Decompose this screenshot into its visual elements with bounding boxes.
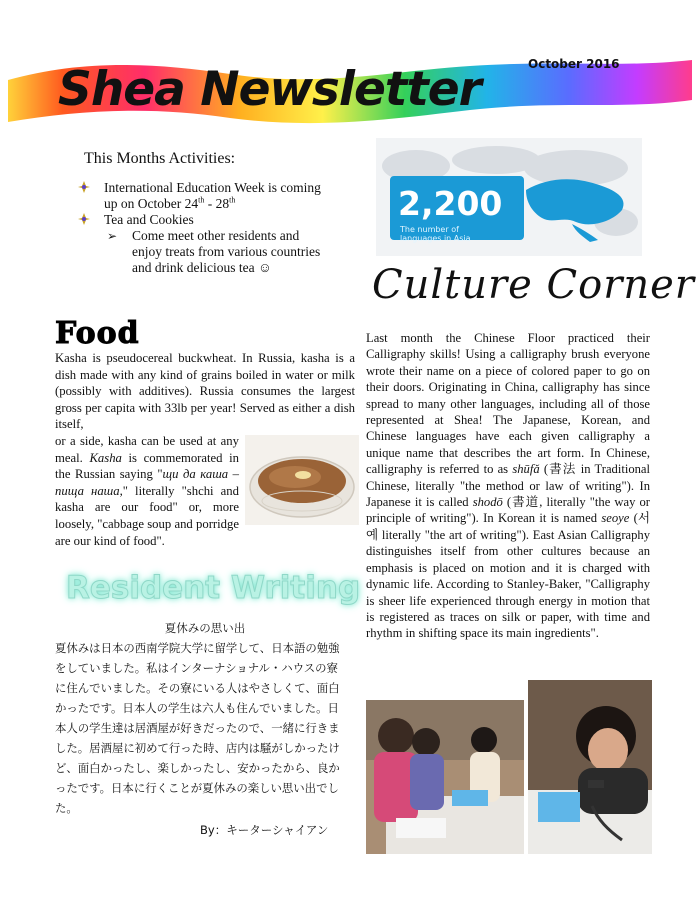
calligraphy-student-photo <box>528 680 652 854</box>
language-count-caption: The number of languages in Asia <box>400 225 471 243</box>
food-paragraph: or a side, kasha can be used at any meal. Kasha is commemorated in the Russian saying "щи да каша – пища наша," literally "shchi and kasha are our food" or, more loosely, "cabbage soup and porridge are our kind of food". <box>55 433 240 548</box>
pushpin-bullet-icon <box>78 213 90 225</box>
newsletter-title: Shea Newsletter <box>58 62 481 117</box>
culture-corner-heading: Culture Corner <box>372 262 695 308</box>
calligraphy-group-photo <box>366 700 524 854</box>
culture-corner-article <box>366 330 650 642</box>
arrow-bullet-icon: ➢ <box>107 229 118 243</box>
food-paragraph: Kasha is pseudocereal buckwheat. In Russia, kasha is a dish made with any kind of grains boiled in water or milk (possibly with additives). Russia consumes the largest gross per capita with 33lb per year! Served as either a dish itself, <box>55 351 355 432</box>
activity-subitem: ➢ Come meet other residents and enjoy treats from various countries and drink delicious tea ☺ <box>107 228 321 275</box>
kasha-bowl-photo <box>245 435 359 525</box>
pushpin-bullet-icon <box>78 181 90 193</box>
activities-title: This Months Activities: <box>84 150 236 167</box>
language-count: 2,200 <box>398 184 503 223</box>
food-heading: Food <box>55 316 140 351</box>
resident-writing-title: 夏休みの思い出 <box>164 621 246 635</box>
food-article <box>55 350 355 549</box>
activity-item: International Education Week is coming up on October 24th - 28th <box>78 180 328 212</box>
activities-list <box>78 180 328 276</box>
resident-writing-body: 夏休みは日本の西南学院大学に留学して、日本語の勉強をしていました。私はインターナショナル・ハウスの寮に住んでいました。その寮にいる人はやさしくて、面白かったです。日本人の学生は六人も住んでいました。日本人の学生達は居酒屋が好きだったので、一緒に行きました。居酒屋に初めて行った時、店内は騒がしかったけど、面白かったし、楽しかったし、安かったから、良かったです。日本に行くことが夏休みの楽しい思い出でした。 <box>55 641 340 815</box>
resident-writing-heading: Resident Writing <box>66 570 361 606</box>
activity-item: Tea and Cookies <box>78 212 328 228</box>
issue-date: October 2016 <box>528 57 620 71</box>
resident-writing-author: By：キーターシャイアン <box>200 823 329 837</box>
culture-corner-paragraph: Last month the Chinese Floor practiced their Calligraphy skills! Using a calligraphy brush everyone wrote their name on a piece of colored paper to go on their doors. Originating in China, calligraphy has since spread to many other languages, including all of those represented at Shea! The Japanese, Korean, and Chinese languages have each given calligraphy a unique name that describes the art form. In Chinese, calligraphy is referred to as shūfǎ (書法 in Traditional Chinese, literally "the method or law of writing"). In Japanese it is called shodō (書道, literally "the way or principle of writing"). In Korean it is named seoye (서예 literally "the art of writing"). East Asian Calligraphy distinguishes itself from other cultures because an emphasis is placed on motion and it is charged with dynamic life. According to Stanley-Baker, "Calligraphy is sheer life experienced through energy in motion that is registered as traces on silk or paper, with time and rhythm in shifting space its main ingredients". <box>366 331 651 641</box>
